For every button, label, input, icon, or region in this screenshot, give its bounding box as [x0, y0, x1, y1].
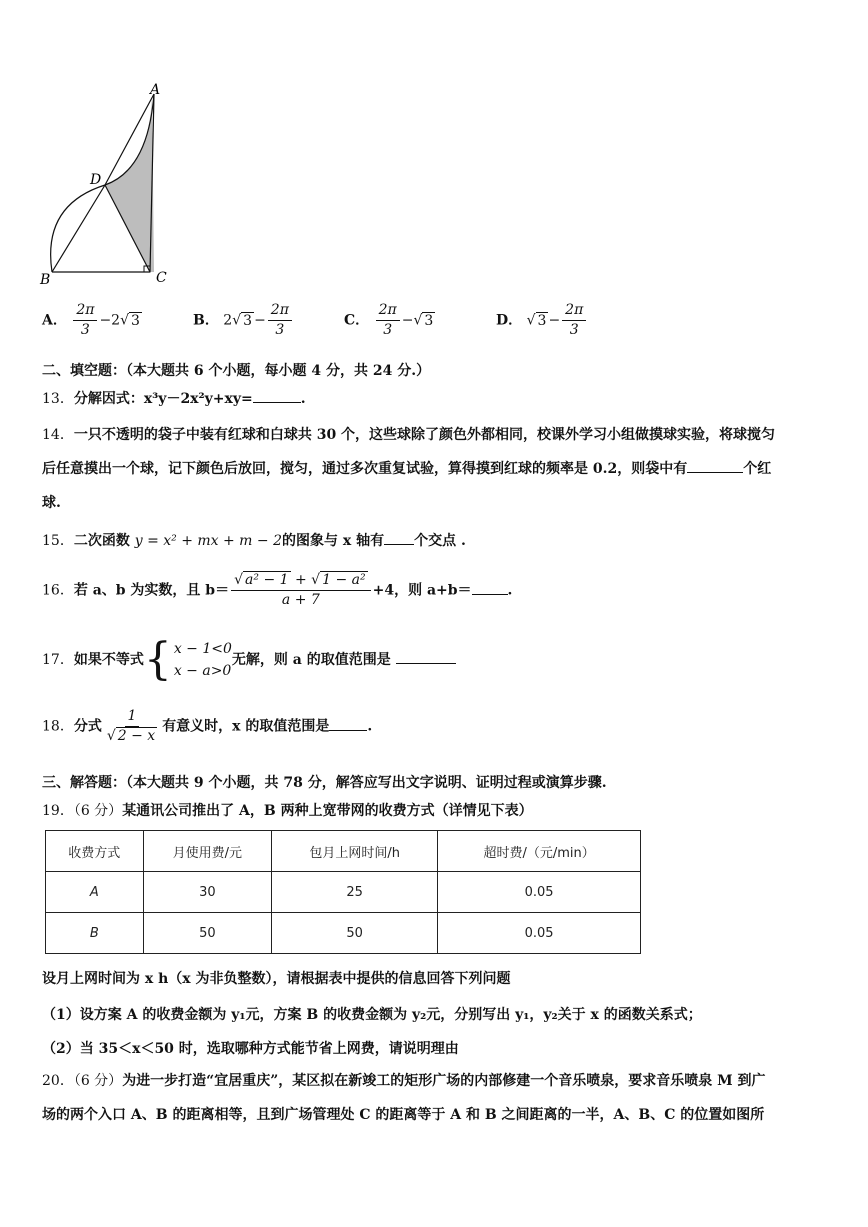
choice-c-fraction: $\frac{2\pi}{3}$: [376, 302, 400, 339]
choice-a[interactable]: [42, 302, 142, 339]
label-a: A: [150, 82, 161, 98]
table-header-cell: 超时费/（元/min）: [438, 831, 641, 872]
shaded-region: [105, 98, 154, 272]
table-cell: 50: [272, 913, 438, 954]
fee-table: [45, 830, 641, 954]
table-header-cell: 收费方式: [46, 831, 144, 872]
table-cell: 0.05: [438, 872, 641, 913]
table-row: [46, 872, 641, 913]
choice-a-rest: −2: [99, 312, 121, 329]
question-17: 17．如果不等式 { x − 1<0 x − a>0 无解，则 a 的取值范围是: [42, 638, 456, 682]
label-c: C: [156, 270, 167, 286]
table-cell: 0.05: [438, 913, 641, 954]
question-19: 19．（6 分）某通讯公司推出了 A，B 两种上宽带网的收费方式（详情见下表）: [42, 803, 533, 819]
question-14-line-1: 14．一只不透明的袋子中装有红球和白球共 30 个，这些球除了颜色外都相同，校课外学习小组做摸球实验，将球搅匀: [42, 427, 776, 443]
question-18: 18．分式 $\frac{1}{√ 2 - x}$ 有意义时，x 的取值范围是 .: [42, 708, 373, 744]
question-14-line-3: 球.: [42, 495, 61, 511]
choice-b[interactable]: [193, 302, 294, 339]
question-15: 15．二次函数 y = x² + mx + m − 2的图象与 x 轴有 个交点 .: [42, 533, 466, 549]
table-header-cell: 月使用费/元: [143, 831, 271, 872]
section-2-heading: 二、填空题：（本大题共 6 个小题，每小题 4 分，共 24 分.）: [42, 363, 431, 379]
q17-inequality-system: { x − 1<0 x − a>0: [143, 634, 232, 685]
question-16: 16．若 a、b 为实数，且 b＝ $\frac{\text{√ a² − 1 + √ 1 − a²}}{a + 7}$ +4，则 a+b＝ .: [42, 572, 513, 608]
question-20-line-2: 场的两个入口 A、B 的距离相等，且到广场管理处 C 的距离等于 A 和 B 之间距离的一半，A、B、C 的位置如图所: [42, 1107, 765, 1123]
choice-b-radical: √ 3: [232, 312, 253, 329]
answer-blank-14[interactable]: [687, 472, 743, 473]
choice-c-radical: √ 3: [413, 312, 434, 329]
answer-blank-17[interactable]: [396, 663, 456, 664]
table-row: [46, 913, 641, 954]
table-cell: B: [46, 913, 144, 954]
question-19-part-1: （1）设方案 A 的收费金额为 y₁元，方案 B 的收费金额为 y₂元，分别写出 y₁，y₂关于 x 的函数关系式；: [42, 1007, 702, 1023]
choice-a-letter: A．: [42, 312, 67, 329]
question-13: 13．分解因式：x³y－2x²y+xy= .: [42, 391, 306, 407]
choice-d-fraction: $\frac{2\pi}{3}$: [562, 302, 586, 339]
choice-d-letter: D．: [496, 312, 523, 329]
choice-c-letter: C．: [344, 312, 370, 329]
question-19-part-2: （2）当 35＜x＜50 时，选取哪种方式能节省上网费，请说明理由: [42, 1041, 459, 1057]
table-cell: 25: [272, 872, 438, 913]
q16-fraction: $\frac{\text{√ a² − 1 + √ 1 − a²}}{a + 7}$: [231, 572, 370, 609]
choice-b-minus: −: [254, 312, 266, 329]
section-3-heading: 三、解答题：（本大题共 9 个小题，共 78 分，解答应写出文字说明、证明过程或演算步骤.: [42, 775, 607, 791]
choice-d-radical: √ 3: [526, 312, 547, 329]
q18-fraction: $\frac{1}{√ 2 - x}$: [106, 708, 156, 744]
answer-blank-16[interactable]: [472, 594, 508, 595]
label-b: B: [40, 272, 51, 288]
choice-b-letter: B．: [193, 312, 219, 329]
choice-a-radical: √ 3: [120, 312, 140, 329]
answer-blank-13[interactable]: [253, 402, 301, 403]
table-header-row: [46, 831, 641, 872]
choice-c[interactable]: [344, 302, 435, 339]
choice-c-rest: −: [401, 312, 414, 329]
answer-blank-15[interactable]: [384, 544, 414, 545]
table-cell: A: [46, 872, 144, 913]
answer-blank-18[interactable]: [329, 730, 367, 731]
q15-formula: y = x² + mx + m − 2: [134, 533, 282, 549]
choice-b-pre: 2: [223, 312, 233, 329]
question-19-setup: 设月上网时间为 x h（x 为非负整数），请根据表中提供的信息回答下列问题: [42, 971, 511, 987]
table-cell: 30: [143, 872, 271, 913]
table-header-cell: 包月上网时间/h: [272, 831, 438, 872]
choice-d-minus: −: [548, 312, 561, 329]
geometry-figure: [30, 80, 180, 290]
label-d: D: [90, 172, 102, 188]
question-14-line-2: 后任意摸出一个球，记下颜色后放回，搅匀，通过多次重复试验，算得摸到红球的频率是 0.2，则袋中有 个红: [42, 461, 772, 477]
question-20-line-1: 20．（6 分）为进一步打造“宜居重庆”，某区拟在新竣工的矩形广场的内部修建一个音乐喷泉，要求音乐喷泉 M 到广: [42, 1073, 766, 1089]
choice-b-fraction: $\frac{2\pi}{3}$: [268, 302, 292, 339]
choice-d[interactable]: [496, 302, 588, 339]
table-cell: 50: [143, 913, 271, 954]
choice-a-fraction: $\frac{2\pi}{3}$: [73, 302, 97, 339]
